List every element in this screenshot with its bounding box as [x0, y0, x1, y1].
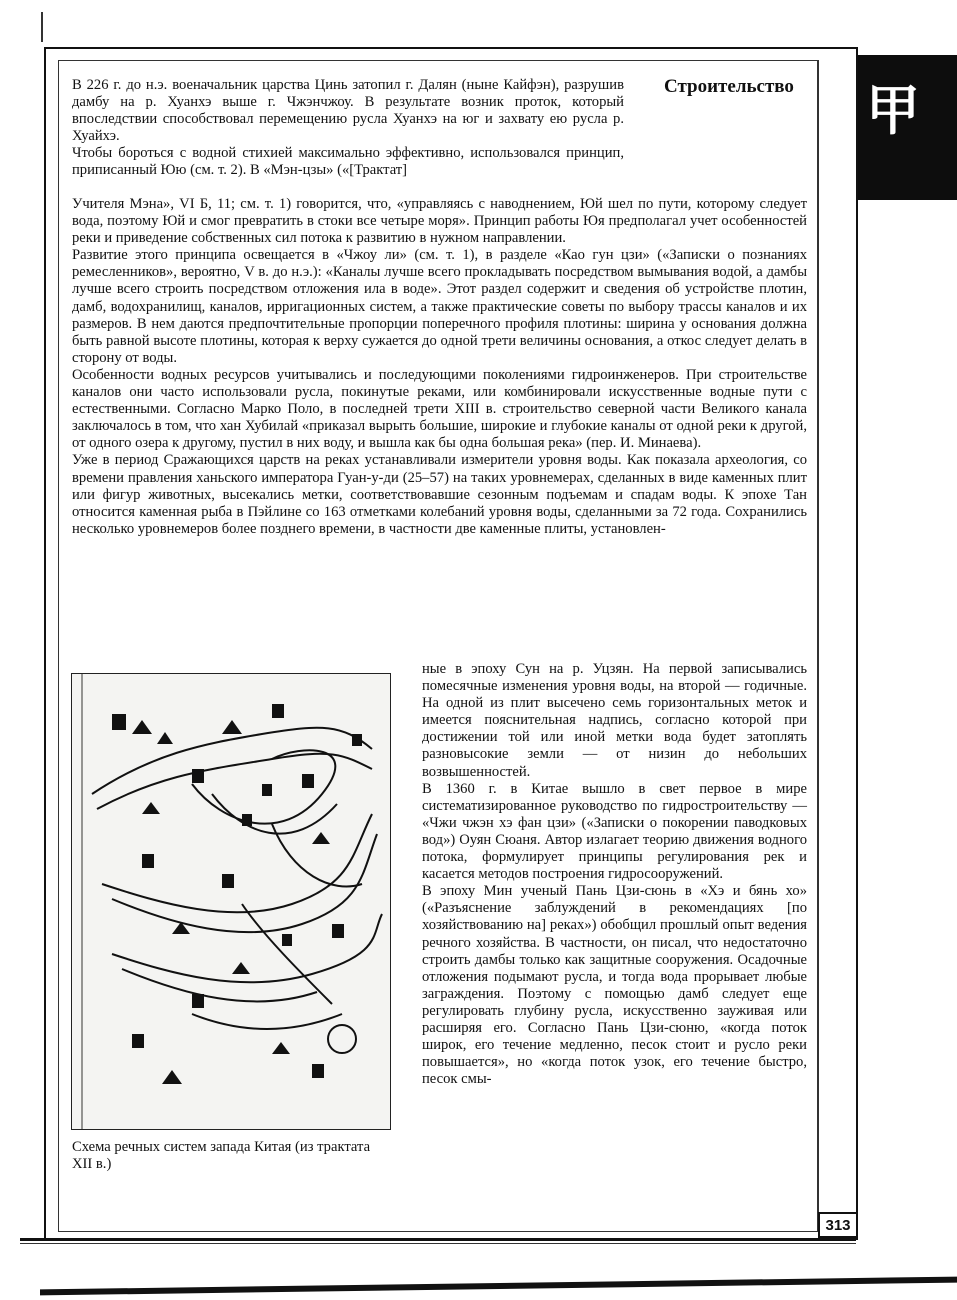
text-block-main	[72, 196, 807, 538]
section-title: Строительство	[664, 76, 794, 97]
paragraph: В 226 г. до н.э. военачальник царства Цинь затопил г. Далян (ныне Кайфэн), разрушив дамбу на р. Хуанхэ выше г. Чжэнчжоу. В результате возник проток, который впоследствии способствовал перемещению русла Хуанхэ на юг и захвату ею русла р. Хуайхэ.	[72, 77, 624, 145]
river-map-drawing	[72, 674, 390, 1129]
margin-mark	[41, 12, 43, 42]
text-block-right	[422, 661, 807, 1088]
bottom-rule-thin	[20, 1243, 856, 1244]
text-block-top	[72, 77, 624, 180]
paragraph: В эпоху Мин ученый Пань Цзи-сюнь в «Хэ и бянь хо» («Разъяснение заблуждений в рекомендациях [по хозяйствованию на] реках») обобщил прошлый опыт ведения речного хозяйства. В частности, он писал, что недостаточно строить дамбы только как защитные сооружения. Осадочные отложения подымают русла, и тогда вода прорывает любые заграждения. Поэтому с помощью дамб следует еще регулировать глубину русла, искусственно зауживая или расширяя его. Согласно Пань Цзи-сюню, «когда поток широк, его течение медленно, песок стоит и русло реки повышается», но «когда поток узок, его течение быстро, песок смы-	[422, 883, 807, 1088]
paragraph: Особенности водных ресурсов учитывались и последующими поколениями гидроинженеров. При строительстве каналов они часто использовали русла, покинутые реками, или комбинировали искусственные водные пути с естественными. Согласно Марко Поло, в последней трети XIII в. строительство северной части Великого канала заключалось в том, что хан Хубилай «приказал вырыть большие, широкие и глубокие каналы от одной реки к другой, от одного озера к другому, пустил в них воду, и вышла как бы одна большая река» (пер. И. Минаева).	[72, 366, 807, 452]
paragraph: ные в эпоху Сун на р. Уцзян. На первой записывались помесячные изменения уровня воды, на второй — годичные. На одной из плит высечено семь горизонтальных меток и имеется пояснительная надпись, согласно которой при достижении той или иной метки вода будет затоплять разновысокие земли — от низин до небольших возвышенностей.	[422, 661, 807, 780]
map-caption: Схема речных систем запада Китая (из трактата XII в.)	[72, 1139, 371, 1172]
page-number: 313	[818, 1212, 858, 1238]
scan-edge-stroke	[40, 1277, 957, 1296]
paragraph: Чтобы бороться с водной стихией максимально эффективно, использовался принцип, приписанный Юю (см. т. 2). В «Мэн-цзы» («[Трактат]	[72, 145, 624, 179]
right-column-rule	[818, 60, 819, 1232]
river-map-illustration	[71, 673, 391, 1130]
paragraph: Учителя Мэна», VI Б, 11; см. т. 1) говорится, что, «управляясь с наводнением, Юй шел по пути, которому следует вода, поэтому Юй и смог превратить в стоки все четыре моря». Принцип работы Юя предполагал учет особенностей реки и приведение собственных сил потока к развитию в нужном направлении.	[72, 196, 807, 247]
bottom-rule	[20, 1238, 856, 1241]
paragraph: В 1360 г. в Китае вышло в свет первое в мире систематизированное руководство по гидростроительству — «Чжи чжэн хэ фан цзи» («Записки о покорении паводковых вод») Оуян Сюаня. Автор излагает теорию движения водного потока, формулирует принципы регулирования рек и касается методов построения гидросооружений.	[422, 780, 807, 883]
paragraph: Уже в период Сражающихся царств на реках устанавливали измерители уровня воды. Как показала археология, со времени правления ханьского императора Гуан-у-ди (25–57) на таких уровнемерах, сделанных в виде каменных плит или фигур животных, высекались метки, соответствовавшие сезонным подъемам и спадам воды. К эпохе Тан относится каменная рыба в Пэйлине со 163 отметками колебаний уровня воды, сделанными за 72 года. Сохранились несколько уровнемеров более позднего времени, в частности две каменные плиты, установлен-	[72, 452, 807, 537]
side-tab-glyph: 甲	[866, 79, 920, 142]
paragraph: Развитие этого принципа освещается в «Чжоу ли» (см. т. 1), в разделе «Као гун цзи» («Записки о познаниях ремесленников», вероятно, V в. до н.э.): «Каналы лучше всего прокладывать посредством вымывания водой, а дамбы лучше всего строить посредством отложения ила в воде». Этот раздел содержит и сведения об устройстве плотин, дамб, водохранилищ, каналов, ирригационных систем, а также практические советы по выбору трассы каналов и их размеров. В нем даются предпочтительные пропорции поперечного профиля плотины: ширина у основания должна быть равной высоте плотины, которая к верху сужается до одной трети величины основания, а откос следует делать в сторону от воды.	[72, 247, 807, 366]
